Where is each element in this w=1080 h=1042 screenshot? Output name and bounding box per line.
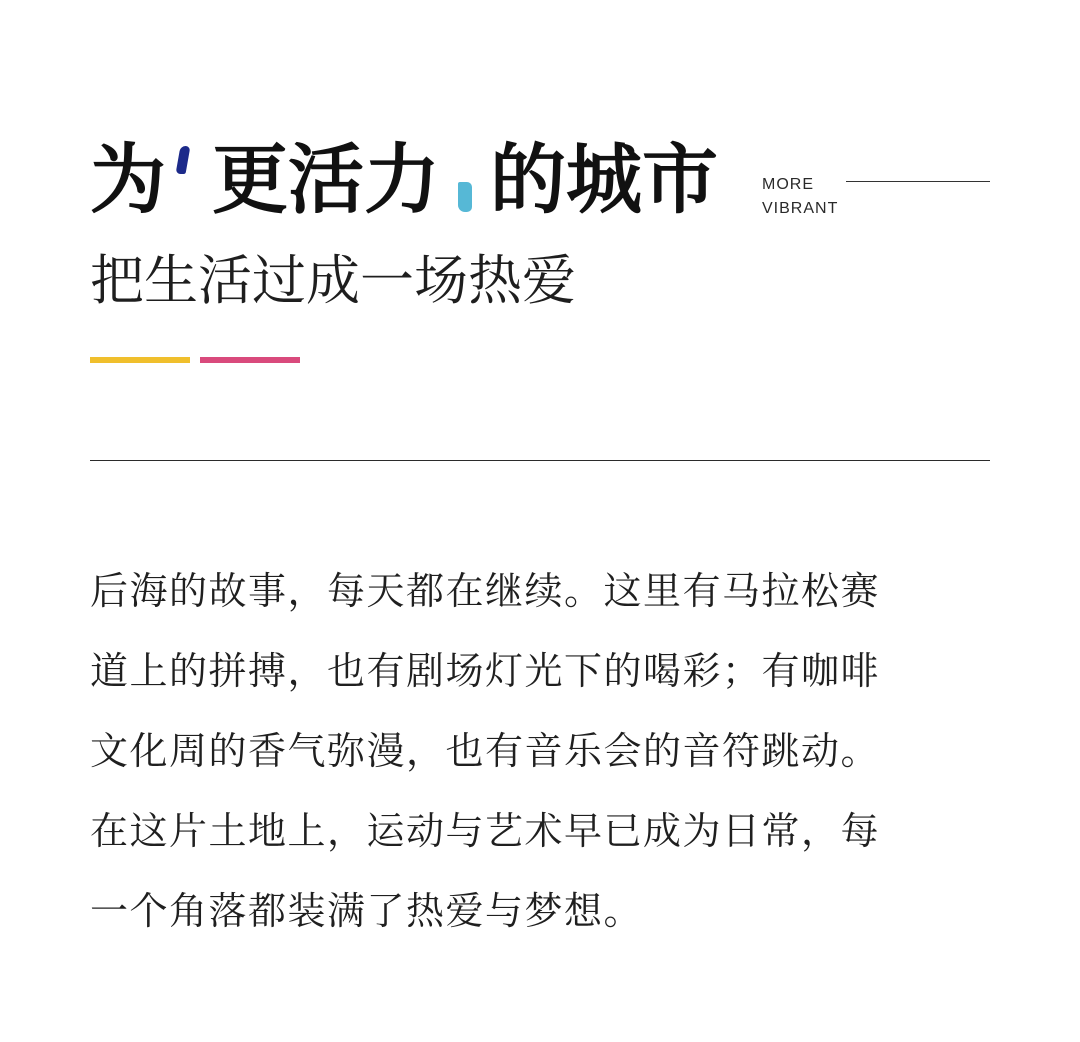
accent-bar-pink bbox=[200, 357, 300, 363]
tagline-rule bbox=[846, 181, 990, 182]
body-paragraph bbox=[90, 556, 1000, 956]
tagline-line-2: VIBRANT bbox=[762, 200, 839, 217]
body-line: 在这片土地上，运动与艺术早已成为日常，每 bbox=[90, 809, 881, 853]
accent-bar-yellow bbox=[90, 357, 190, 363]
body-line: 道上的拼搏，也有剧场灯光下的喝彩；有咖啡 bbox=[90, 649, 881, 693]
tagline-line-1: MORE bbox=[762, 176, 814, 193]
open-quote-mark-icon bbox=[172, 130, 206, 230]
headline-part-3: 的城市 bbox=[490, 135, 718, 224]
close-quote-mark-icon bbox=[454, 130, 488, 230]
subtitle: 把生活过成一场热爱 bbox=[90, 249, 576, 312]
section-divider bbox=[90, 460, 990, 461]
body-line: 一个角落都装满了热爱与梦想。 bbox=[90, 889, 644, 933]
headline-part-1: 为 bbox=[90, 135, 166, 224]
body-line: 后海的故事，每天都在继续。这里有马拉松赛 bbox=[90, 569, 881, 613]
headline bbox=[90, 130, 718, 230]
headline-part-2: 更活力 bbox=[212, 135, 440, 224]
body-line: 文化周的香气弥漫，也有音乐会的音符跳动。 bbox=[90, 729, 881, 773]
tagline bbox=[762, 173, 838, 221]
